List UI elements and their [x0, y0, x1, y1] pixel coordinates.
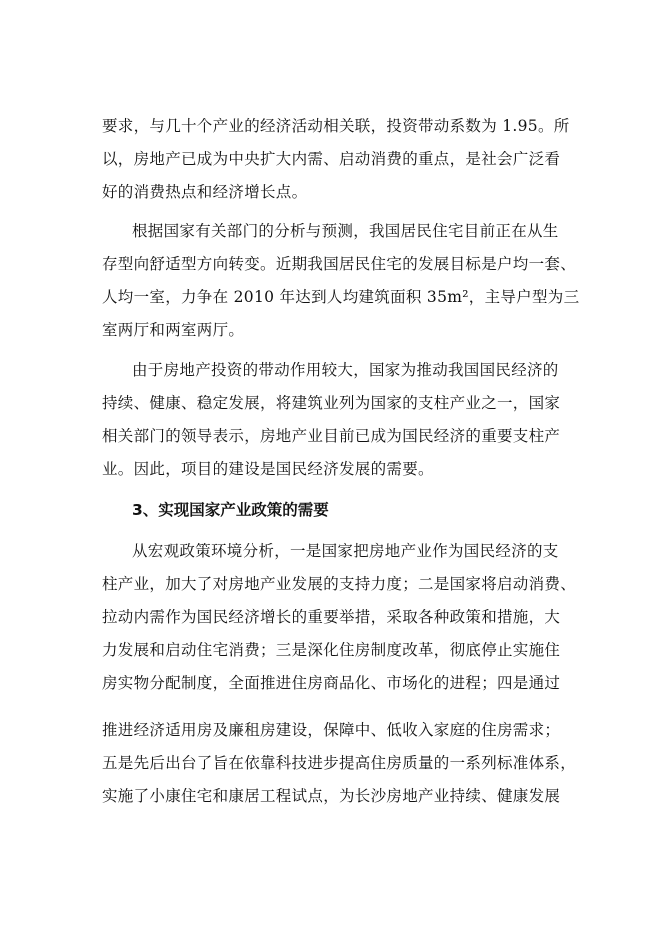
paragraph-4-line-2: 柱产业，加大了对房地产业发展的支持力度；二是国家将启动消费、 — [102, 575, 577, 593]
paragraph-3-line-1: 由于房地产投资的带动作用较大，国家为推动我国国民经济的 — [132, 361, 559, 379]
paragraph-2-line-2: 存型向舒适型方向转变。近期我国居民住宅的发展目标是户均一套、 — [102, 255, 577, 273]
paragraph-4-line-3: 拉动内需作为国民经济增长的重要举措，采取各种政策和措施，大 — [102, 608, 561, 626]
paragraph-4-line-6: 推进经济适用房及廉租房建设，保障中、低收入家庭的住房需求； — [102, 721, 561, 739]
paragraph-2-line-4: 室两厅和两室两厅。 — [102, 321, 245, 339]
paragraph-3-line-2: 持续、健康、稳定发展，将建筑业列为国家的支柱产业之一，国家 — [102, 394, 561, 412]
paragraph-4-line-7: 五是先后出台了旨在依靠科技进步提高住房质量的一系列标准体系， — [102, 754, 577, 772]
paragraph-2-line-3: 人均一室，力争在 2010 年达到人均建筑面积 35m²，主导户型为三 — [102, 288, 580, 306]
paragraph-3-line-4: 业。因此，项目的建设是国民经济发展的需要。 — [102, 460, 434, 478]
section-heading: 3、实现国家产业政策的需要 — [132, 501, 329, 519]
paragraph-1-line-1: 要求，与几十个产业的经济活动相关联，投资带动系数为 1.95。所 — [102, 117, 570, 135]
paragraph-4-line-5: 房实物分配制度，全面推进住房商品化、市场化的进程；四是通过 — [102, 674, 561, 692]
paragraph-3-line-3: 相关部门的领导表示，房地产业目前已成为国民经济的重要支柱产 — [102, 427, 561, 445]
paragraph-2-line-1: 根据国家有关部门的分析与预测，我国居民住宅目前正在从生 — [132, 222, 559, 240]
paragraph-4-line-8: 实施了小康住宅和康居工程试点，为长沙房地产业持续、健康发展 — [102, 787, 561, 805]
paragraph-4-line-4: 力发展和启动住宅消费；三是深化住房制度改革，彻底停止实施住 — [102, 641, 561, 659]
paragraph-1-line-2: 以，房地产已成为中央扩大内需、启动消费的重点，是社会广泛看 — [102, 150, 561, 168]
paragraph-4-line-1: 从宏观政策环境分析，一是国家把房地产业作为国民经济的支 — [132, 542, 559, 560]
paragraph-1-line-3: 好的消费热点和经济增长点。 — [102, 183, 308, 201]
